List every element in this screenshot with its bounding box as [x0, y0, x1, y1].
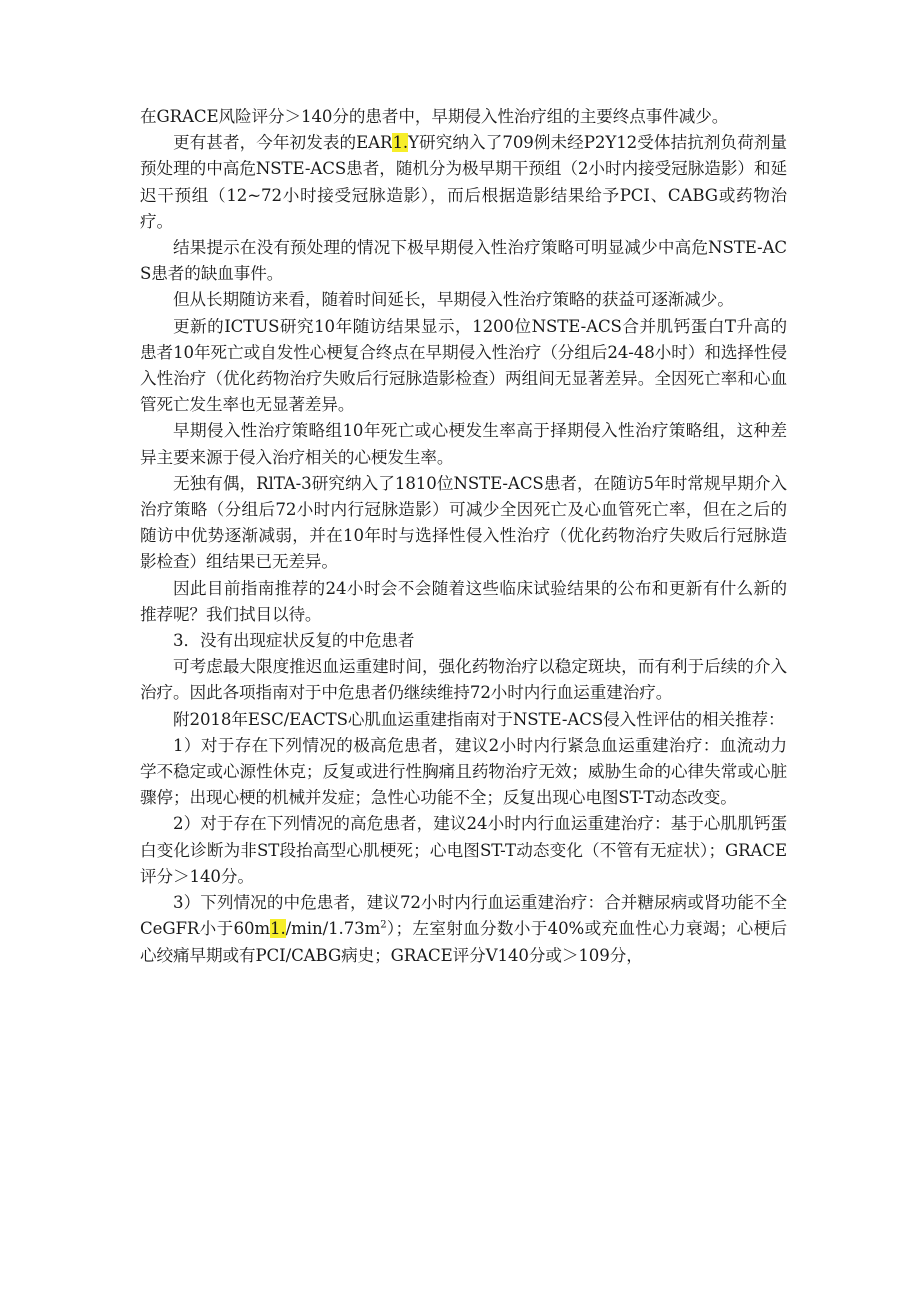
paragraph-intermediate-risk [140, 890, 787, 969]
highlighted-text: 1. [270, 919, 286, 939]
paragraph-delay-revascularization: 可考虑最大限度推迟血运重建时间，强化药物治疗以稳定斑块，而有利于后续的介入治疗。因此各项指南对于中危患者仍继续维持72小时内行血运重建治疗。 [140, 657, 787, 703]
paragraph-ictus: 更新的ICTUS研究10年随访结果显示，1200位NSTE-ACS合并肌钙蛋白T升高的患者10年死亡或自发性心梗复合终点在早期侵入性治疗（分组后24-48小时）和选择性侵入性治疗（优化药物治疗失败后行冠脉造影检查）两组间无显著差异。全因死亡率和心血管死亡发生率也无显著差异。 [140, 316, 787, 415]
document-body [140, 104, 787, 969]
unit-text: /min/1.73m [285, 919, 381, 939]
early-study-text-end: Y研究纳入了709例未经P2Y12受体拮抗剂负荷剂量预处理的中高危NSTE-ACS患者，随机分为极早期干预组（2小时内接受冠脉造影）和延迟干预组（12~72小时接受冠脉造影），而后根据造影结果给予PCI、CABG或药物治疗。 [140, 133, 787, 231]
paragraph-rita3: 无独有偶，RlTA-3研究纳入了1810位NSTE-ACS患者，在随访5年时常规早期介入治疗策略（分组后72小时内行冠脉造影）可减少全因死亡及心血管死亡率，但在之后的随访中优势逐渐减弱，并在10年时与选择性侵入性治疗（优化药物治疗失败后行冠脉造影检查）组结果已无差异。 [140, 473, 787, 572]
paragraph-long-term: 但从长期随访来看，随着时间延长，早期侵入性治疗策略的获益可逐渐减少。 [173, 290, 734, 310]
early-study-text-start: 更有甚者，今年初发表的EAR [173, 133, 393, 153]
intermediate-risk-text-end: ）；左室射血分数小于40%或充血性心力衰竭；心梗后心绞痛早期或有PCI/CABG病史；GRACE评分V140分或＞109分， [140, 919, 787, 965]
intermediate-risk-text-start: 3）下列情况的中危患者，建议72小时内行血运重建治疗：合并糖尿病或肾功能不全CeGFR小于60m [140, 893, 787, 939]
highlighted-text: 1. [392, 133, 409, 153]
section-heading-medium-risk: 3．没有出现症状反复的中危患者 [173, 631, 415, 651]
paragraph-early-study [140, 130, 787, 235]
paragraph-guideline-question: 因此目前指南推荐的24小时会不会随着这些临床试验结果的公布和更新有什么新的推荐呢？我们拭目以待。 [140, 578, 787, 624]
paragraph-high-risk: 2）对于存在下列情况的高危患者，建议24小时内行血运重建治疗：基于心肌肌钙蛋白变化诊断为非ST段抬高型心肌梗死；心电图ST-T动态变化（不管有无症状）；GRACE评分＞140分。 [140, 814, 787, 886]
paragraph-grace-result: 在GRACE风险评分＞140分的患者中，早期侵入性治疗组的主要终点事件减少。 [140, 107, 729, 126]
paragraph-result-hint: 结果提示在没有预处理的情况下极早期侵入性治疗策略可明显减少中高危NSTE-ACS患者的缺血事件。 [140, 238, 787, 284]
superscript: 2 [380, 919, 387, 931]
paragraph-esc-guideline: 附2018年ESC/EACTS心肌血运重建指南对于NSTE-ACS侵入性评估的相关推荐： [173, 709, 785, 729]
paragraph-early-strategy: 早期侵入性治疗策略组10年死亡或心梗发生率高于择期侵入性治疗策略组，这种差异主要来源于侵入治疗相关的心梗发生率。 [140, 421, 787, 467]
paragraph-very-high-risk: 1）对于存在下列情况的极高危患者，建议2小时内行紧急血运重建治疗：血流动力学不稳定或心源性休克；反复或进行性胸痛且药物治疗无效；威胁生命的心律失常或心脏骤停；出现心梗的机械并发症；急性心功能不全；反复出现心电图ST-T动态改变。 [140, 735, 787, 808]
